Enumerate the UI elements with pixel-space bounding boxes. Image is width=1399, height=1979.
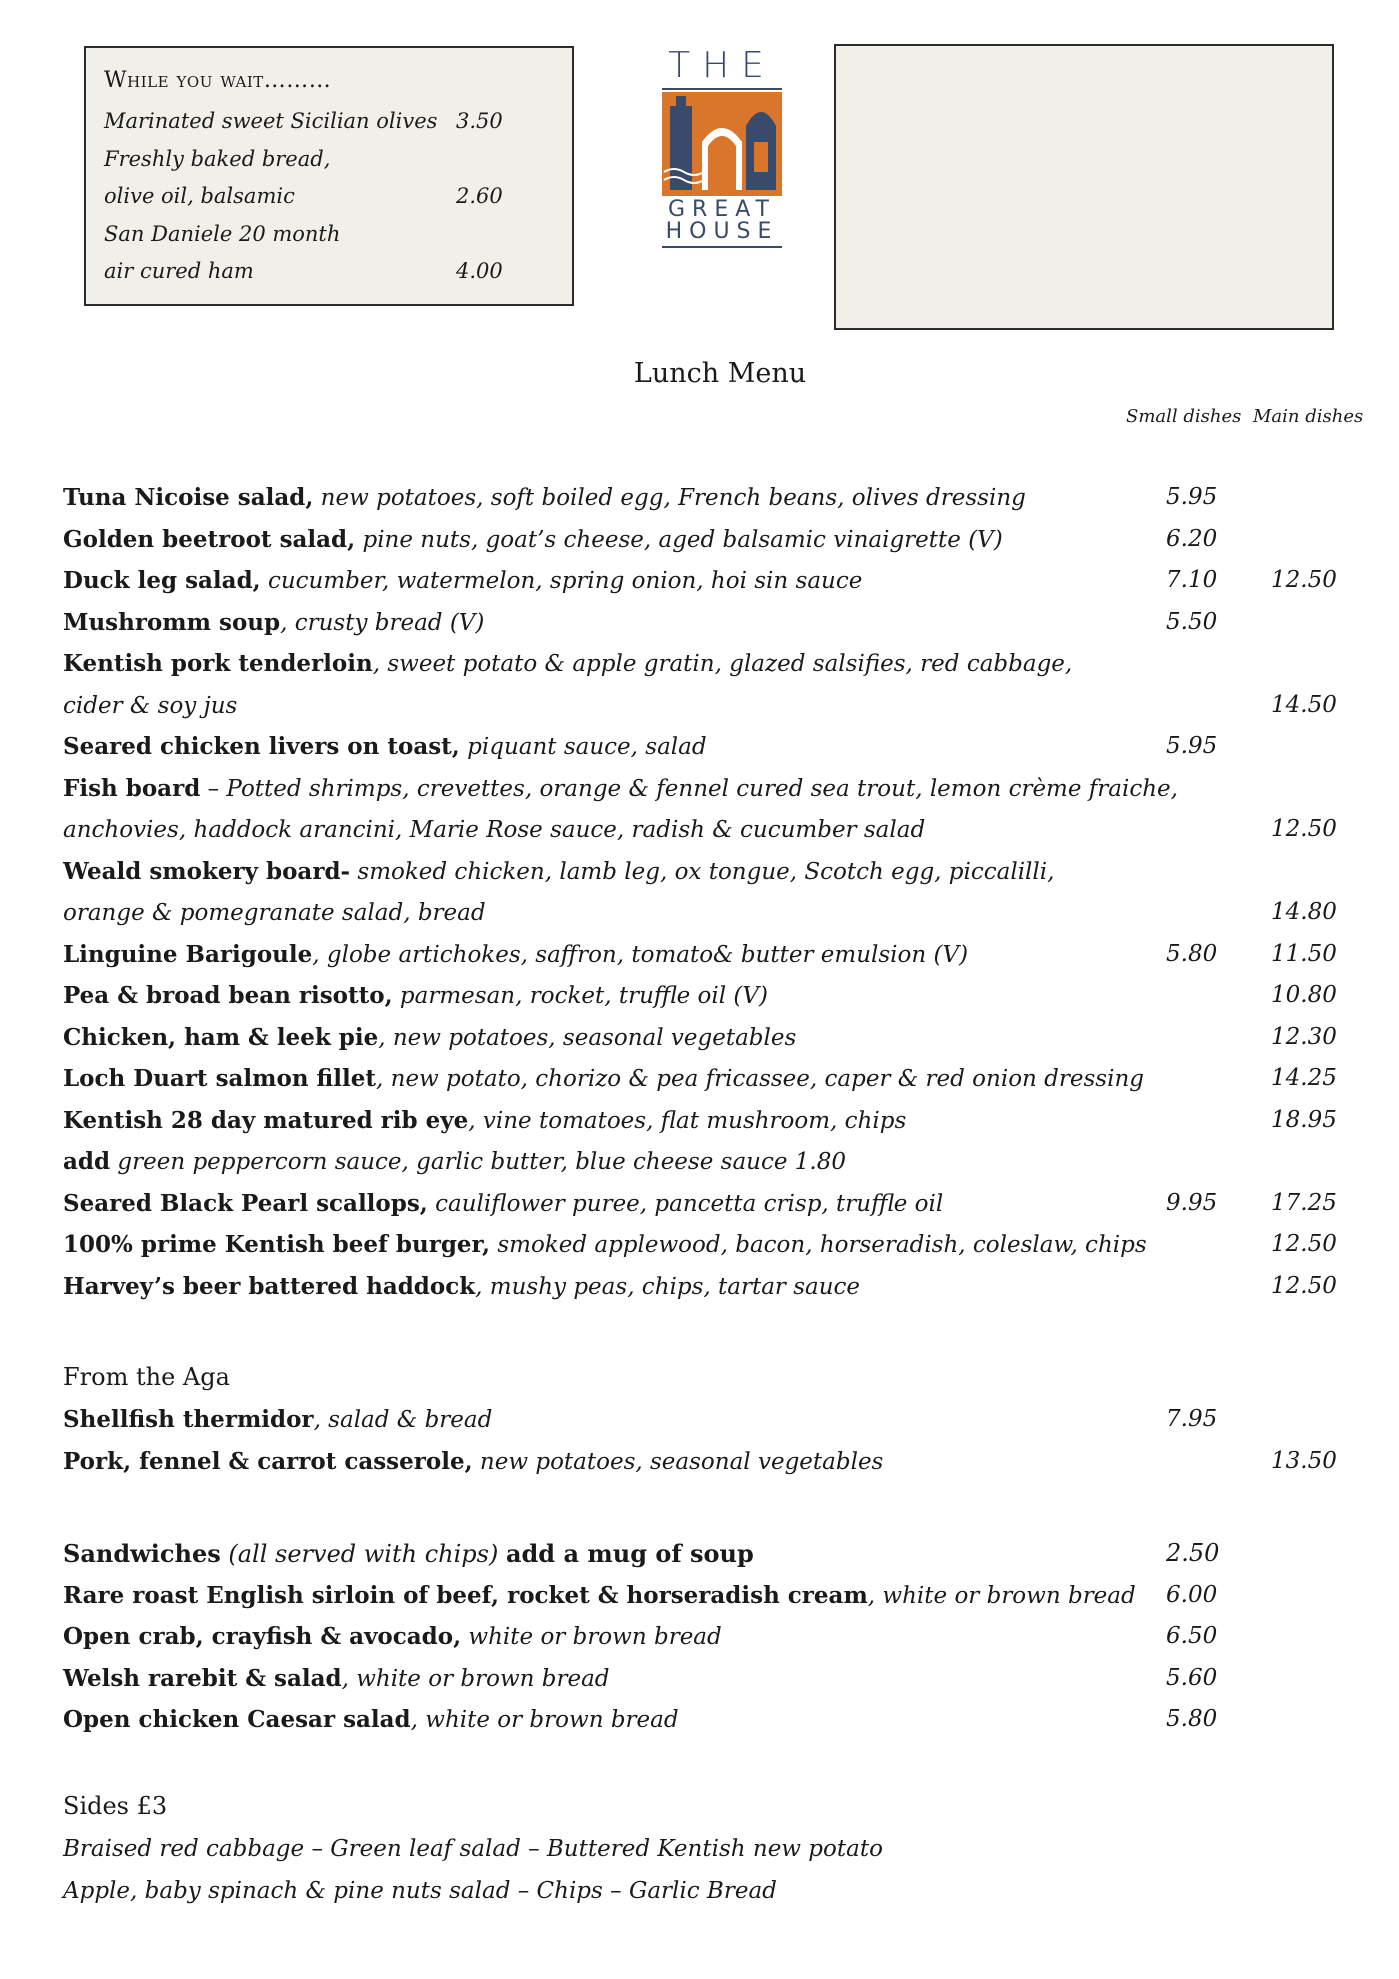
main-price: 13.50 — [1271, 1447, 1337, 1474]
dish-desc: orange & pomegranate salad, bread — [63, 900, 486, 926]
menu-row — [63, 726, 1363, 768]
dish-desc: , globe artichokes, saffron, tomato& butter emulsion (V) — [312, 941, 969, 968]
menu-row — [63, 768, 1363, 810]
main-price: 10.80 — [1271, 982, 1337, 1008]
wait-item — [104, 141, 554, 179]
dish-desc: , white or brown bread — [410, 1707, 679, 1733]
dish-name: add — [63, 1148, 111, 1175]
logo-great: GREAT — [667, 197, 776, 222]
column-main-dishes: Main dishes — [1253, 406, 1364, 427]
menu-title: Lunch Menu — [633, 358, 807, 389]
main-price: 12.50 — [1271, 816, 1337, 842]
wait-item — [104, 253, 554, 291]
small-price: 7.95 — [1166, 1406, 1218, 1432]
dish-name: Mushromm soup — [63, 608, 281, 636]
sandwiches-section — [63, 1533, 1363, 1741]
small-price: 6.50 — [1166, 1623, 1218, 1649]
dish-desc: new potatoes, soft boiled egg, French beans, olives dressing — [313, 485, 1026, 511]
small-price: 5.80 — [1166, 940, 1218, 967]
dish-desc: , sweet potato & apple gratin, glazed salsifies, red cabbage, — [372, 651, 1073, 677]
dish-name: 100% prime Kentish beef burger, — [63, 1231, 491, 1258]
menu-row — [63, 602, 1363, 644]
dish-name: Rare roast English sirloin of beef, rocket & horseradish cream — [63, 1581, 868, 1609]
while-you-wait-box — [84, 46, 574, 306]
dish-desc: , mushy peas, chips, tartar sauce — [475, 1273, 861, 1300]
castle-gate-icon — [662, 92, 782, 196]
small-price: 9.95 — [1166, 1189, 1218, 1216]
menu-row — [63, 1266, 1363, 1308]
dish-name: Weald smokery board- — [63, 857, 351, 885]
dish-name: Seared Black Pearl scallops, — [63, 1189, 428, 1217]
wait-item — [104, 103, 554, 141]
dish-desc: cider & soy jus — [63, 692, 238, 719]
dish-name: Tuna Nicoise salad, — [63, 484, 314, 511]
dish-name: Harvey’s beer battered haddock — [63, 1272, 476, 1300]
dish-desc: , salad & bread — [313, 1407, 493, 1433]
menu-row — [63, 1441, 1363, 1483]
dish-desc: , white or brown bread — [867, 1582, 1136, 1609]
dish-name: Fish board — [63, 774, 201, 802]
while-you-wait-title: While you wait……… — [104, 68, 332, 93]
dish-desc: cucumber, watermelon, spring onion, hoi sin sauce — [260, 568, 863, 594]
main-price: 14.80 — [1271, 899, 1337, 925]
menu-row — [63, 1017, 1363, 1059]
small-price: 2.50 — [1166, 1539, 1220, 1567]
wait-item-text: San Daniele 20 month — [104, 221, 341, 246]
dish-desc: , vine tomatoes, flat mushroom, chips — [468, 1107, 907, 1134]
menu-row — [63, 643, 1363, 685]
menu-row — [63, 1058, 1363, 1100]
aga-title: From the Aga — [63, 1363, 230, 1391]
menu-row — [63, 1699, 1363, 1741]
menu-row — [63, 519, 1363, 561]
section-heading: Sandwiches — [63, 1539, 221, 1568]
menu-row — [63, 1533, 1363, 1575]
dish-name: Loch Duart salmon fillet — [63, 1065, 377, 1092]
menu-row — [63, 1399, 1363, 1441]
dish-desc: , new potato, chorizo & pea fricassee, caper & red onion dressing — [376, 1066, 1144, 1092]
dish-name: Pork, fennel & carrot casserole, — [63, 1447, 473, 1475]
dish-name: Seared chicken livers on toast, — [63, 733, 460, 760]
main-price: 12.50 — [1271, 1231, 1337, 1257]
sides-title: Sides £3 — [63, 1792, 168, 1820]
dish-desc: anchovies, haddock arancini, Marie Rose sauce, radish & cucumber salad — [63, 817, 926, 843]
small-price: 6.20 — [1166, 525, 1218, 552]
dish-desc: new potatoes, seasonal vegetables — [472, 1448, 884, 1475]
small-price: 5.80 — [1166, 1706, 1218, 1732]
menu-row — [63, 851, 1363, 893]
dish-desc: white or brown bread — [461, 1624, 722, 1650]
dish-desc: smoked applewood, bacon, horseradish, coleslaw, chips — [490, 1232, 1147, 1258]
dish-desc: pine nuts, goat’s cheese, aged balsamic vinaigrette (V) — [355, 526, 1003, 553]
wait-item-text: air cured ham — [104, 259, 254, 283]
logo-the: THE — [668, 45, 776, 86]
small-price: 6.00 — [1166, 1581, 1218, 1608]
lunch-menu-list — [63, 477, 1363, 1307]
dish-name: Open crab, crayfish & avocado, — [63, 1623, 462, 1650]
main-price: 18.95 — [1271, 1106, 1337, 1133]
menu-row — [63, 1100, 1363, 1142]
wait-item-price: 3.50 — [456, 109, 503, 133]
main-price: 12.50 — [1271, 567, 1337, 593]
wait-item — [104, 178, 554, 216]
column-small-dishes: Small dishes — [1126, 406, 1242, 427]
menu-row — [63, 1224, 1363, 1266]
menu-row — [63, 975, 1363, 1017]
small-price: 7.10 — [1166, 567, 1218, 593]
dish-desc: smoked chicken, lamb leg, ox tongue, Scotch egg, piccalilli, — [350, 858, 1055, 885]
dish-desc: – Potted shrimps, crevettes, orange & fennel cured sea trout, lemon crème fraiche, — [200, 775, 1178, 802]
menu-row — [63, 1658, 1363, 1700]
dish-desc: cauliflower puree, pancetta crisp, truffle oil — [427, 1190, 944, 1217]
menu-row — [63, 1575, 1363, 1617]
dish-desc: , new potatoes, seasonal vegetables — [378, 1024, 797, 1051]
small-price: 5.95 — [1166, 484, 1218, 510]
dish-name: Pea & broad bean risotto, — [63, 982, 393, 1009]
logo-rule — [662, 88, 782, 90]
main-price: 14.50 — [1271, 691, 1337, 718]
dish-name: add a mug of soup — [505, 1539, 754, 1568]
menu-row — [63, 1616, 1363, 1658]
wait-item-price: 4.00 — [456, 259, 503, 283]
main-price: 14.25 — [1271, 1065, 1337, 1091]
logo-house: HOUSE — [665, 219, 779, 244]
dish-desc: piquant sauce, salad — [459, 734, 707, 760]
dish-name: Linguine Barigoule — [63, 940, 313, 968]
sides-section — [63, 1784, 1363, 1912]
main-price: 12.30 — [1271, 1023, 1337, 1050]
blank-panel — [834, 44, 1334, 330]
menu-row — [63, 1141, 1363, 1183]
menu-row — [63, 685, 1363, 727]
menu-row — [63, 477, 1363, 519]
logo-rule — [662, 246, 782, 248]
menu-row — [63, 809, 1363, 851]
wait-item — [104, 216, 554, 254]
dish-name: Welsh rarebit & salad — [63, 1664, 342, 1692]
wait-item-text: Marinated sweet Sicilian olives — [104, 109, 438, 133]
main-price: 17.25 — [1271, 1189, 1337, 1216]
small-price: 5.60 — [1166, 1664, 1218, 1691]
wait-item-text: olive oil, balsamic — [104, 184, 295, 208]
main-price: 12.50 — [1271, 1272, 1337, 1299]
dish-name: Kentish pork tenderloin — [63, 650, 373, 677]
dish-name: Shellfish thermidor — [63, 1406, 314, 1433]
dish-name: Open chicken Caesar salad — [63, 1706, 411, 1733]
menu-row — [63, 560, 1363, 602]
dish-name: Chicken, ham & leek pie — [63, 1023, 379, 1051]
dish-name: Golden beetroot salad, — [63, 525, 356, 553]
dish-desc: parmesan, rocket, truffle oil (V) — [392, 983, 768, 1009]
wait-item-price: 2.60 — [456, 184, 503, 208]
dish-desc: , crusty bread (V) — [280, 609, 485, 636]
dish-name: Duck leg salad, — [63, 567, 261, 594]
sides-line: Apple, baby spinach & pine nuts salad – Chips – Garlic Bread — [63, 1878, 777, 1904]
menu-row — [63, 934, 1363, 976]
main-price: 11.50 — [1271, 940, 1337, 967]
great-house-logo — [659, 44, 785, 250]
dish-desc: (all served with chips) — [220, 1540, 506, 1568]
dish-name: Kentish 28 day matured rib eye — [63, 1106, 469, 1134]
menu-row — [63, 1183, 1363, 1225]
sides-line: Braised red cabbage – Green leaf salad – Buttered Kentish new potato — [63, 1836, 883, 1862]
small-price: 5.50 — [1166, 608, 1218, 635]
dish-desc: , white or brown bread — [341, 1665, 610, 1692]
wait-item-text: Freshly baked bread, — [104, 146, 331, 171]
menu-row — [63, 892, 1363, 934]
small-price: 5.95 — [1166, 733, 1218, 759]
aga-section — [63, 1355, 1363, 1482]
dish-desc: green peppercorn sauce, garlic butter, blue cheese sauce 1.80 — [110, 1149, 846, 1175]
